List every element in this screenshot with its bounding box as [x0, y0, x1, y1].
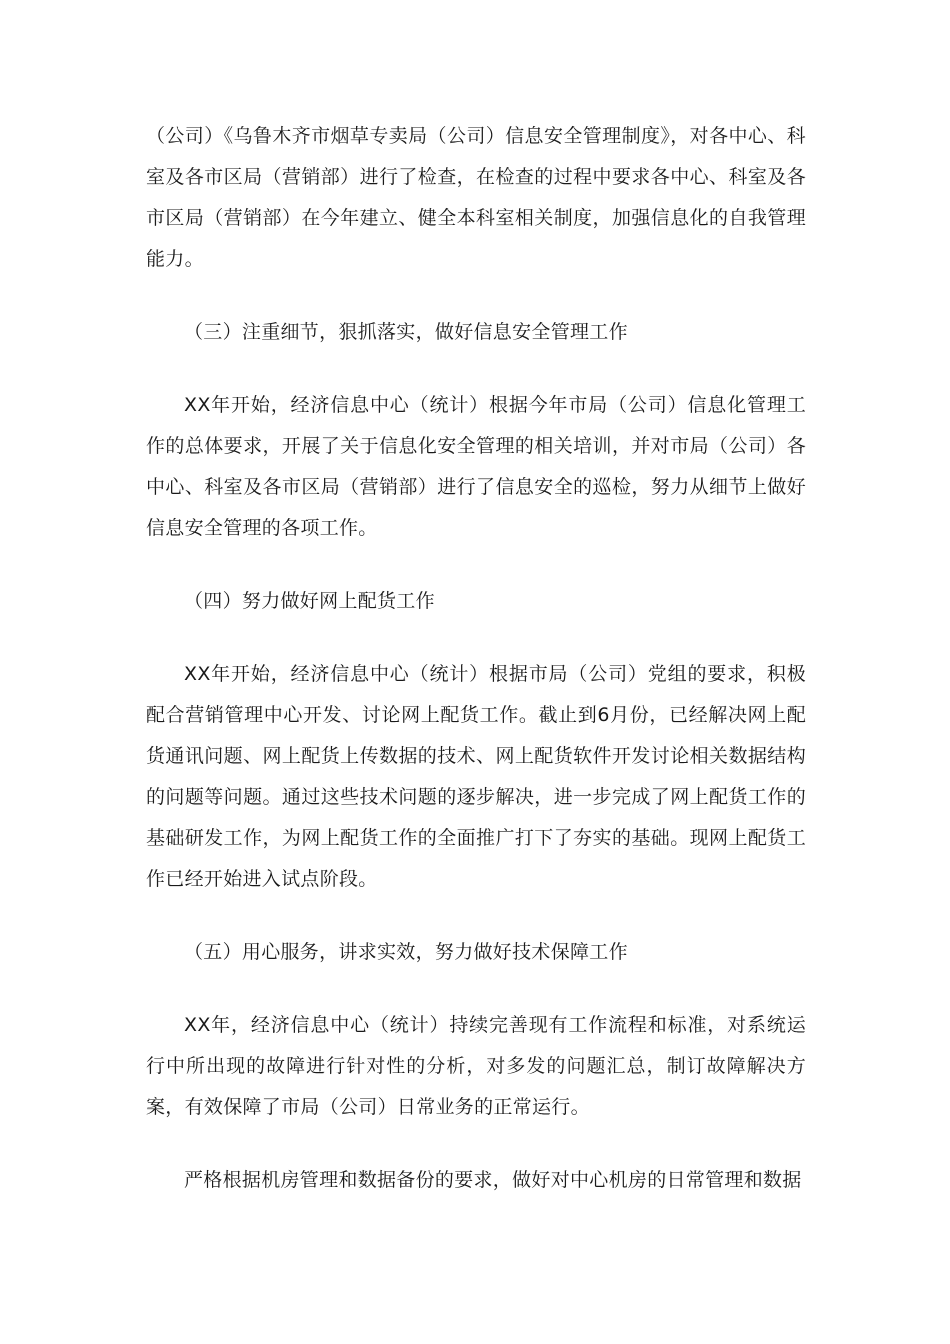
spacer [146, 622, 806, 654]
document-body [146, 116, 806, 1201]
section-heading-4: （四）努力做好网上配货工作 [184, 590, 435, 612]
paragraph-online-distribution: XX年开始，经济信息中心（统计）根据市局（公司）党组的要求，积极配合营销管理中心开发、讨论网上配货工作。截止到6月份，已经解决网上配货通讯问题、网上配货上传数据的技术、网上配货软件开发讨论相关数据结构的问题等问题。通过这些技术问题的逐步解决，进一步完成了网上配货工作的基础研发工作，为网上配货工作的全面推广打下了夯实的基础。现网上配货工作已经开始进入试点阶段。 [146, 663, 806, 890]
spacer [146, 1128, 806, 1160]
paragraph-technical-support: XX年，经济信息中心（统计）持续完善现有工作流程和标准，对系统运行中所出现的故障进行针对性的分析，对多发的问题汇总，制订故障解决方案，有效保障了市局（公司）日常业务的正常运行。 [146, 1014, 806, 1118]
spacer [146, 353, 806, 385]
spacer [146, 549, 806, 581]
section-heading-5: （五）用心服务，讲求实效，努力做好技术保障工作 [184, 941, 628, 963]
spacer [146, 973, 806, 1005]
spacer [146, 900, 806, 932]
paragraph-intro: （公司）《乌鲁木齐市烟草专卖局（公司）信息安全管理制度》，对各中心、科室及各市区局（营销部）进行了检查，在检查的过程中要求各中心、科室及各市区局（营销部）在今年建立、健全本科室相关制度，加强信息化的自我管理能力。 [146, 125, 806, 270]
paragraph-security-management: XX年开始，经济信息中心（统计）根据今年市局（公司）信息化管理工作的总体要求，开展了关于信息化安全管理的相关培训，并对市局（公司）各中心、科室及各市区局（营销部）进行了信息安全的巡检，努力从细节上做好信息安全管理的各项工作。 [146, 394, 806, 539]
spacer [146, 280, 806, 312]
paragraph-data-center: 严格根据机房管理和数据备份的要求，做好对中心机房的日常管理和数据 [184, 1169, 802, 1191]
section-heading-3: （三）注重细节，狠抓落实，做好信息安全管理工作 [184, 321, 628, 343]
